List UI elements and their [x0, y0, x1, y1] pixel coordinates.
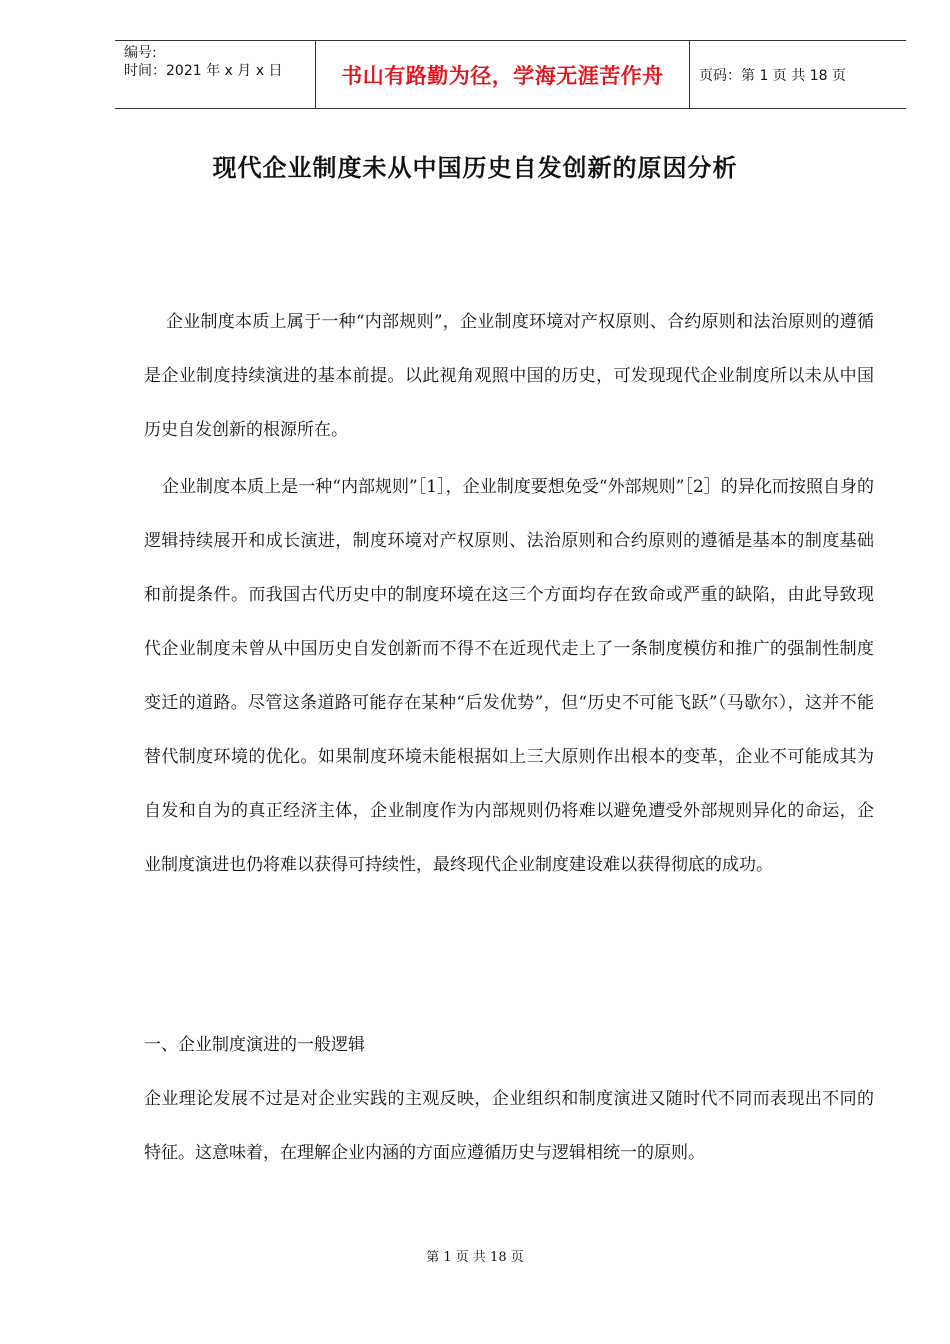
header-meta-cell	[115, 41, 316, 108]
number-label: 编号:	[124, 45, 157, 61]
header-motto-cell	[316, 41, 690, 108]
time-label: 时间：2021 年 x 月 x 日	[124, 63, 283, 79]
page-info: 页码：第 1 页 共 18 页	[699, 68, 846, 84]
header-table	[115, 40, 906, 109]
page-footer: 第 1 页 共 18 页	[426, 1250, 524, 1265]
motto: 书山有路勤为径，学海无涯苦作舟	[341, 63, 664, 88]
header-page-cell	[690, 41, 906, 108]
paragraph-2: 企业制度本质上是一种“内部规则”［1］，企业制度要想免受“外部规则”［2］的异化而按照自身的逻辑持续展开和成长演进，制度环境对产权原则、法治原则和合约原则的遵循是基本的制度基础和前提条件。而我国古代历史中的制度环境在这三个方面均存在致命或严重的缺陷，由此导致现代企业制度未曾从中国历史自发创新而不得不在近现代走上了一条制度模仿和推广的强制性制度变迁的道路。尽管这条道路可能存在某种“后发优势”，但“历史不可能飞跃”（马歇尔），这并不能替代制度环境的优化。如果制度环境未能根据如上三大原则作出根本的变革，企业不可能成其为自发和自为的真正经济主体，企业制度作为内部规则仍将难以避免遭受外部规则异化的命运，企业制度演进也仍将难以获得可持续性，最终现代企业制度建设难以获得彻底的成功。	[144, 477, 874, 875]
document-title: 现代企业制度未从中国历史自发创新的原因分析	[212, 153, 738, 182]
section-heading-1: 一、企业制度演进的一般逻辑	[144, 1035, 365, 1055]
paragraph-1: 企业制度本质上属于一种“内部规则”，企业制度环境对产权原则、合约原则和法治原则的遵循是企业制度持续演进的基本前提。以此视角观照中国的历史，可发现现代企业制度所以未从中国历史自发创新的根源所在。	[144, 312, 874, 440]
paragraph-3: 企业理论发展不过是对企业实践的主观反映，企业组织和制度演进又随时代不同而表现出不同的特征。这意味着，在理解企业内涵的方面应遵循历史与逻辑相统一的原则。	[144, 1089, 874, 1163]
